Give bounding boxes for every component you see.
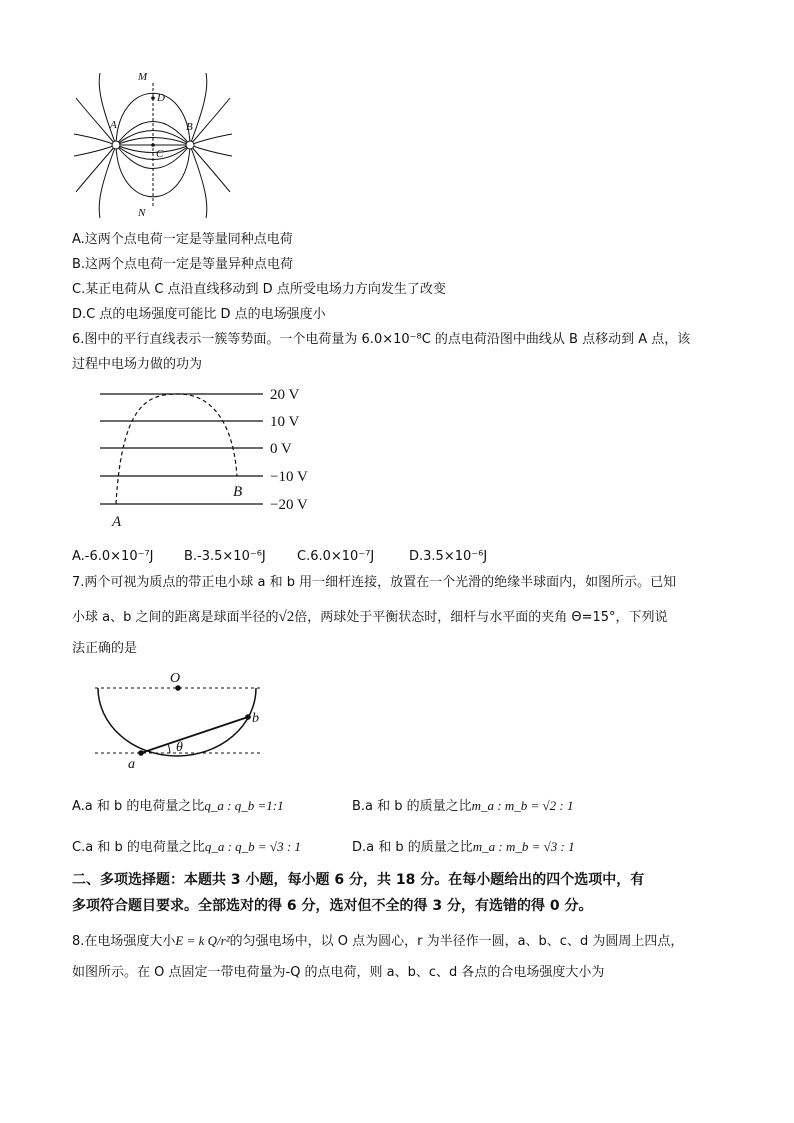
label-a-point: A [112,514,122,530]
label-b: B [186,121,193,133]
q6-stem-line1: 6.图中的平行直线表示一簇等势面。一个电荷量为 6.0×10⁻⁸C 的点电荷沿图中曲线从 B 点移动到 A 点，该 [72,332,691,347]
label-d: D [157,92,165,104]
section2-heading-line1: 二、多项选择题：本题共 3 小题，每小题 6 分，共 18 分。在每小题给出的四个选项中，有 [72,872,645,888]
label-b-point: B [233,484,243,500]
q8-line1-b: 的匀强电场中，以 O 点为圆心，r 为半径作一圆，a、b、c、d 为圆周上四点， [229,934,684,949]
label-20v: 20 V [270,387,300,403]
label-b-ball: b [252,711,259,726]
q7-option-b-math: m_a : m_b = √2 : 1 [471,798,574,813]
label-theta: θ [176,740,183,755]
q7-option-c-math: q_a : q_b = √3 : 1 [204,839,301,854]
label-10v: 10 V [270,414,300,430]
q8-stem-line1 [72,932,683,951]
label-a-ball: a [128,757,135,772]
q6-stem-line2: 过程中电场力做的功为 [72,357,203,372]
label-a: A [110,119,117,131]
q5-option-c: C.某正电荷从 C 点沿直线移动到 D 点所受电场力方向发生了改变 [72,282,446,297]
q7-option-d [352,838,575,857]
q8-formula: E = k Q/r² [175,933,230,948]
q6-option-d: D.3.5×10⁻⁶J [409,549,488,564]
label-minus20v: −20 V [270,497,308,513]
label-c: C [156,148,164,160]
q5-option-d: D.C 点的电场强度可能比 D 点的电场强度小 [72,307,326,322]
label-o: O [170,671,181,686]
q7-option-a-math: q_a : q_b =1:1 [204,798,284,813]
label-minus10v: −10 V [270,469,308,485]
q7-line2-a: 小球 a、b 之间的距离是球面半径的 [72,610,279,625]
q7-stem-line1: 7.两个可视为质点的带正电小球 a 和 b 用一细杆连接，放置在一个光滑的绝缘半球面内，如图所示。已知 [72,575,677,590]
q5-option-b: B.这两个点电荷一定是等量异种点电荷 [72,257,294,272]
label-n: N [138,207,146,219]
q7-stem-line2 [72,608,668,627]
q8-line1-a: 8.在电场强度大小 [72,934,176,949]
q5-option-a: A.这两个点电荷一定是等量同种点电荷 [72,232,293,247]
q7-option-a-text: A.a 和 b 的电荷量之比 [72,799,205,814]
q7-option-d-text: D.a 和 b 的质量之比 [352,840,473,855]
field-lines-figure [72,68,242,223]
equipotential-figure [100,380,340,530]
q6-option-a: A.-6.0×10⁻⁷J [72,549,154,564]
label-0v: 0 V [270,441,292,457]
q7-option-c [72,838,301,857]
sqrt2-symbol: √2 [278,609,295,625]
q6-option-c: C.6.0×10⁻⁷J [297,549,375,564]
q8-stem-line2: 如图所示。在 O 点固定一带电荷量为-Q 的点电荷，则 a、b、c、d 各点的合电场强度大小为 [72,965,605,980]
label-m: M [138,71,148,83]
section2-heading-line2: 多项符合题目要求。全部选对的得 6 分，选对但不全的得 3 分，有选错的得 0 分。 [72,898,593,914]
q7-option-a [72,797,284,816]
q7-line2-b: 倍，两球处于平衡状态时，细杆与水平面的夹角 Θ=15°，下列说 [294,610,668,625]
q7-stem-line3: 法正确的是 [72,641,138,656]
q7-option-b-text: B.a 和 b 的质量之比 [352,799,472,814]
q7-option-b [352,797,574,816]
q7-option-d-math: m_a : m_b = √3 : 1 [472,839,575,854]
q6-option-b: B.-3.5×10⁻⁶J [184,549,266,564]
q7-option-c-text: C.a 和 b 的电荷量之比 [72,840,205,855]
hemisphere-figure [90,668,280,773]
